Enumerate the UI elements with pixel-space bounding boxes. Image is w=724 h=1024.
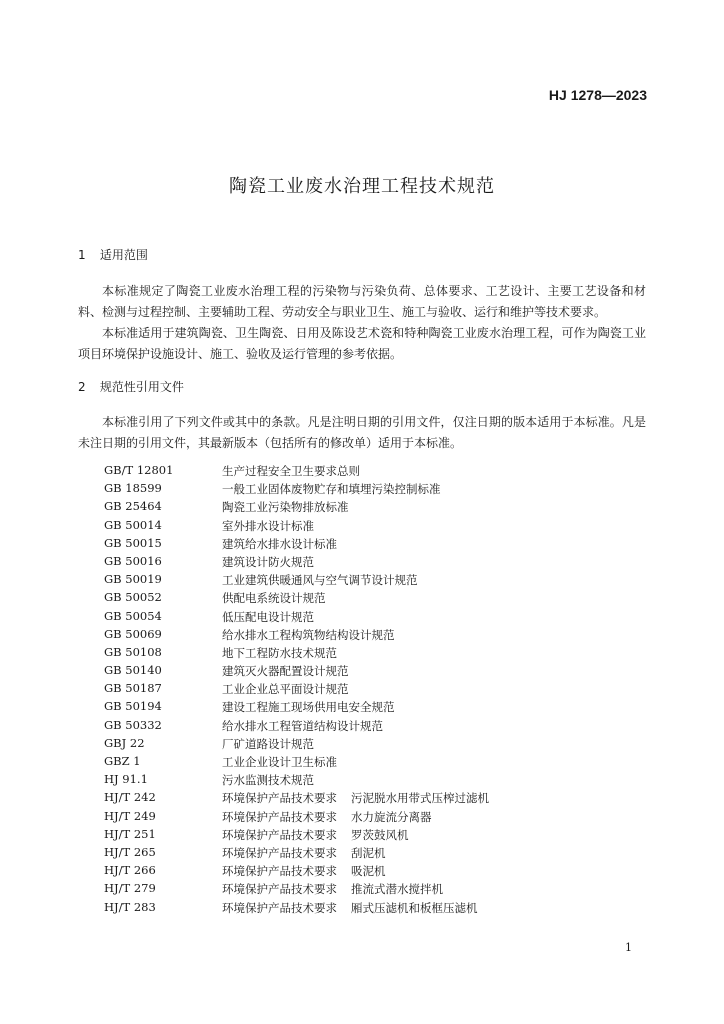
reference-name: 建设工程施工现场供用电安全规范 (222, 700, 395, 715)
reference-name: 污水监测技术规范 (222, 773, 314, 788)
reference-name: 工业企业设计卫生标准 (222, 755, 337, 769)
reference-item (104, 881, 489, 899)
reference-code: HJ 91.1 (104, 772, 148, 787)
reference-item (104, 754, 489, 772)
reference-code: GB 50052 (104, 590, 162, 605)
reference-name: 生产过程安全卫生要求总则 (222, 464, 360, 478)
section-1-heading (78, 246, 148, 263)
reference-name: 给水排水工程管道结构设计规范 (222, 718, 383, 733)
reference-code: GB 50069 (104, 626, 162, 641)
reference-item (104, 900, 489, 918)
reference-item (104, 809, 489, 827)
reference-code: GB 25464 (104, 499, 162, 514)
reference-item (104, 481, 489, 499)
reference-code: GBZ 1 (104, 754, 141, 768)
reference-item (104, 590, 489, 608)
standard-code: HJ 1278—2023 (548, 87, 647, 103)
reference-item (104, 609, 489, 627)
reference-name: 工业建筑供暖通风与空气调节设计规范 (222, 573, 418, 588)
reference-name: 地下工程防水技术规范 (222, 645, 337, 660)
reference-code: HJ/T 251 (104, 826, 156, 841)
reference-code: GB 50108 (104, 644, 162, 659)
reference-name: 一般工业固体废物贮存和填埋污染控制标准 (222, 482, 441, 497)
reference-subtitle: 刮泥机 (351, 845, 386, 860)
reference-name: 厂矿道路设计规范 (222, 736, 314, 751)
reference-code: GB/T 12801 (104, 463, 174, 477)
reference-code: HJ/T 242 (104, 790, 156, 805)
reference-code: GB 50015 (104, 535, 162, 550)
reference-name: 环境保护产品技术要求 (222, 827, 337, 842)
reference-code: GB 50014 (104, 517, 162, 532)
reference-name: 工业企业总平面设计规范 (222, 682, 349, 697)
reference-name: 室外排水设计标准 (222, 518, 314, 533)
reference-subtitle: 推流式潜水搅拌机 (351, 882, 443, 897)
section-title: 适用范围 (99, 248, 148, 262)
reference-item (104, 681, 489, 699)
reference-code: GB 50194 (104, 699, 162, 714)
reference-item (104, 627, 489, 645)
reference-code: GB 50187 (104, 681, 162, 696)
reference-name: 建筑设计防火规范 (222, 554, 314, 569)
section-title: 规范性引用文件 (99, 380, 184, 394)
reference-code: GB 50016 (104, 553, 162, 568)
reference-code: HJ/T 283 (104, 899, 156, 914)
reference-code: GB 50332 (104, 717, 162, 732)
reference-item (104, 645, 489, 663)
reference-name: 环境保护产品技术要求 (222, 809, 337, 824)
reference-name: 建筑给水排水设计标准 (222, 536, 337, 551)
reference-name: 陶瓷工业污染物排放标准 (222, 500, 349, 515)
reference-item (104, 536, 489, 554)
page-number: 1 (625, 941, 632, 954)
section-number: 2 (78, 380, 86, 394)
reference-name: 环境保护产品技术要求 (222, 882, 337, 897)
reference-item (104, 718, 489, 736)
reference-code: HJ/T 265 (104, 844, 156, 859)
reference-name: 环境保护产品技术要求 (222, 791, 337, 806)
reference-name: 建筑灭火器配置设计规范 (222, 664, 349, 679)
reference-item (104, 790, 489, 808)
reference-list (104, 463, 489, 918)
reference-item (104, 772, 489, 790)
reference-code: GB 50019 (104, 572, 162, 587)
reference-item (104, 572, 489, 590)
reference-item (104, 863, 489, 881)
reference-name: 给水排水工程构筑物结构设计规范 (222, 627, 395, 642)
reference-item (104, 499, 489, 517)
reference-code: GB 50054 (104, 608, 162, 623)
reference-code: HJ/T 249 (104, 808, 156, 823)
reference-item (104, 845, 489, 863)
reference-code: HJ/T 279 (104, 881, 156, 896)
reference-name: 环境保护产品技术要求 (222, 900, 337, 915)
reference-name: 环境保护产品技术要求 (222, 864, 337, 879)
reference-item (104, 554, 489, 572)
reference-item (104, 827, 489, 845)
section-1-paragraph-2: 本标准适用于建筑陶瓷、卫生陶瓷、日用及陈设艺术瓷和特种陶瓷工业废水治理工程，可作为陶瓷工业项目环境保护设施设计、施工、验收及运行管理的参考依据。 (78, 326, 646, 361)
reference-item (104, 518, 489, 536)
reference-code: GB 18599 (104, 481, 162, 496)
reference-subtitle: 吸泥机 (351, 864, 386, 879)
reference-item (104, 663, 489, 681)
reference-code: GBJ 22 (104, 735, 145, 750)
reference-name: 低压配电设计规范 (222, 609, 314, 624)
reference-code: GB 50140 (104, 663, 162, 678)
section-number: 1 (78, 248, 86, 262)
section-1-paragraph-1: 本标准规定了陶瓷工业废水治理工程的污染物与污染负荷、总体要求、工艺设计、主要工艺设备和材料、检测与过程控制、主要辅助工程、劳动安全与职业卫生、施工与验收、运行和维护等技术要求。 (78, 284, 646, 319)
section-2-heading (78, 378, 184, 395)
reference-item (104, 736, 489, 754)
reference-subtitle: 污泥脱水用带式压榨过滤机 (351, 791, 489, 806)
reference-item (104, 699, 489, 717)
reference-subtitle: 厢式压滤机和板框压滤机 (351, 900, 478, 915)
reference-item (104, 463, 489, 481)
reference-subtitle: 罗茨鼓风机 (351, 827, 409, 842)
reference-code: HJ/T 266 (104, 863, 156, 878)
document-title: 陶瓷工业废水治理工程技术规范 (229, 176, 495, 197)
reference-name: 供配电系统设计规范 (222, 591, 326, 606)
section-2-paragraph-1: 本标准引用了下列文件或其中的条款。凡是注明日期的引用文件，仅注日期的版本适用于本标准。凡是未注日期的引用文件，其最新版本（包括所有的修改单）适用于本标准。 (78, 415, 646, 450)
reference-subtitle: 水力旋流分离器 (351, 809, 432, 824)
reference-name: 环境保护产品技术要求 (222, 845, 337, 860)
